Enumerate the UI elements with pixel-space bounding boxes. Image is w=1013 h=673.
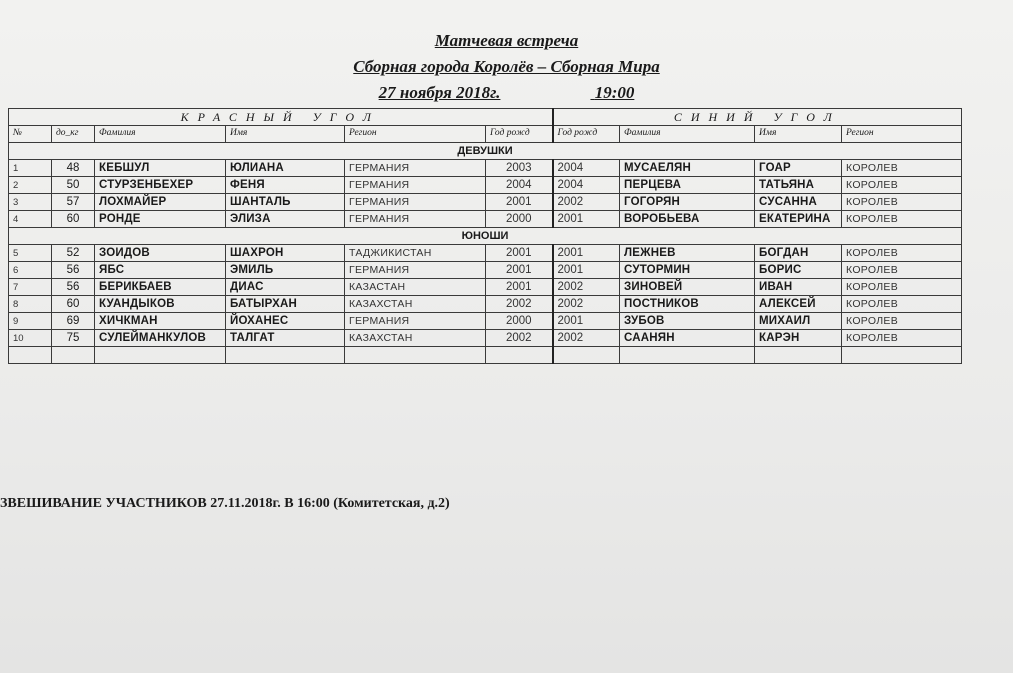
red-surname: БЕРИКБАЕВ [95,279,226,296]
blue-region: КОРОЛЕВ [842,160,962,177]
header-teams: Сборная города Королёв – Сборная Мира [353,57,660,76]
weight-class: 56 [52,279,95,296]
red-region: ГЕРМАНИЯ [345,177,486,194]
table-row [9,160,962,177]
blue-birth-year: 2004 [553,177,620,194]
table-row [9,296,962,313]
red-birth-year: 2001 [486,262,553,279]
empty-cell [345,347,486,364]
red-surname: ЯБС [95,262,226,279]
empty-cell [486,347,553,364]
red-surname: ЗОИДОВ [95,245,226,262]
blue-surname: МУСАЕЛЯН [620,160,755,177]
red-first-name: ТАЛГАТ [226,330,345,347]
red-region: ГЕРМАНИЯ [345,313,486,330]
header-datetime [0,80,1013,106]
red-birth-year: 2000 [486,313,553,330]
blue-region: КОРОЛЕВ [842,194,962,211]
table-row [9,245,962,262]
blue-region: КОРОЛЕВ [842,262,962,279]
col-blue-name: Имя [755,126,842,143]
empty-cell [620,347,755,364]
blue-region: КОРОЛЕВ [842,313,962,330]
red-region: ТАДЖИКИСТАН [345,245,486,262]
empty-cell [842,347,962,364]
blue-birth-year: 2001 [553,211,620,228]
table-row [9,262,962,279]
empty-cell [9,347,52,364]
blue-surname: ЗУБОВ [620,313,755,330]
red-first-name: ШАНТАЛЬ [226,194,345,211]
blue-birth-year: 2001 [553,313,620,330]
blue-region: КОРОЛЕВ [842,330,962,347]
col-blue-surname: Фамилия [620,126,755,143]
blue-birth-year: 2002 [553,279,620,296]
red-first-name: ЭЛИЗА [226,211,345,228]
col-blue-region: Регион [842,126,962,143]
red-surname: РОНДЕ [95,211,226,228]
blue-region: КОРОЛЕВ [842,245,962,262]
blue-first-name: АЛЕКСЕЙ [755,296,842,313]
red-birth-year: 2002 [486,330,553,347]
blue-surname: ПОСТНИКОВ [620,296,755,313]
red-birth-year: 2001 [486,245,553,262]
empty-row [9,347,962,364]
bout-number: 2 [9,177,52,194]
blue-first-name: КАРЭН [755,330,842,347]
blue-corner-label: СИНИЙ УГОЛ [553,109,962,126]
bout-number: 3 [9,194,52,211]
bout-number: 8 [9,296,52,313]
bout-number: 7 [9,279,52,296]
blue-surname: СААНЯН [620,330,755,347]
weight-class: 50 [52,177,95,194]
col-red-region: Регион [345,126,486,143]
blue-surname: ПЕРЦЕВА [620,177,755,194]
red-surname: СТУРЗЕНБЕХЕР [95,177,226,194]
red-surname: ХИЧКМАН [95,313,226,330]
blue-birth-year: 2002 [553,194,620,211]
bout-number: 10 [9,330,52,347]
blue-surname: ВОРОБЬЕВА [620,211,755,228]
red-region: КАЗАСТАН [345,279,486,296]
header-title: Матчевая встреча [434,31,579,50]
corner-header-row [9,109,962,126]
bout-number: 6 [9,262,52,279]
table-row [9,313,962,330]
header-date: 27 ноября 2018г. [378,83,501,102]
red-region: ГЕРМАНИЯ [345,262,486,279]
section-row [9,228,962,245]
weight-class: 52 [52,245,95,262]
red-first-name: ФЕНЯ [226,177,345,194]
table-body [9,109,962,364]
blue-region: КОРОЛЕВ [842,211,962,228]
red-first-name: ШАХРОН [226,245,345,262]
section-title: ДЕВУШКИ [9,143,962,160]
table-row [9,211,962,228]
red-region: КАЗАХСТАН [345,296,486,313]
blue-birth-year: 2001 [553,245,620,262]
blue-surname: ГОГОРЯН [620,194,755,211]
red-surname: КУАНДЫКОВ [95,296,226,313]
col-blue-year: Год рожд [553,126,620,143]
red-first-name: ДИАС [226,279,345,296]
red-region: ГЕРМАНИЯ [345,160,486,177]
table-row [9,330,962,347]
red-first-name: ЭМИЛЬ [226,262,345,279]
red-birth-year: 2004 [486,177,553,194]
empty-cell [755,347,842,364]
red-first-name: БАТЫРХАН [226,296,345,313]
col-red-surname: Фамилия [95,126,226,143]
empty-cell [226,347,345,364]
weight-class: 69 [52,313,95,330]
col-red-name: Имя [226,126,345,143]
bout-number: 9 [9,313,52,330]
table-row [9,194,962,211]
red-birth-year: 2003 [486,160,553,177]
empty-cell [52,347,95,364]
table-row [9,279,962,296]
empty-cell [95,347,226,364]
blue-first-name: ИВАН [755,279,842,296]
blue-first-name: БОРИС [755,262,842,279]
weight-class: 48 [52,160,95,177]
blue-region: КОРОЛЕВ [842,296,962,313]
header-time: 19:00 [594,83,635,102]
red-region: ГЕРМАНИЯ [345,194,486,211]
bout-number: 5 [9,245,52,262]
blue-birth-year: 2004 [553,160,620,177]
blue-surname: ЗИНОВЕЙ [620,279,755,296]
col-num: № [9,126,52,143]
red-surname: СУЛЕЙМАНКУЛОВ [95,330,226,347]
col-red-year: Год рожд [486,126,553,143]
weight-class: 60 [52,296,95,313]
col-weight: до_кг [52,126,95,143]
blue-birth-year: 2002 [553,330,620,347]
blue-first-name: БОГДАН [755,245,842,262]
column-header-row [9,126,962,143]
bouts-table [8,108,962,364]
red-region: ГЕРМАНИЯ [345,211,486,228]
empty-cell [553,347,620,364]
red-surname: КЕБШУЛ [95,160,226,177]
blue-first-name: ГОАР [755,160,842,177]
blue-region: КОРОЛЕВ [842,177,962,194]
blue-first-name: ЕКАТЕРИНА [755,211,842,228]
blue-first-name: МИХАИЛ [755,313,842,330]
red-birth-year: 2001 [486,279,553,296]
red-surname: ЛОХМАЙЕР [95,194,226,211]
red-first-name: ЙОХАНЕС [226,313,345,330]
weight-class: 75 [52,330,95,347]
blue-region: КОРОЛЕВ [842,279,962,296]
blue-first-name: ТАТЬЯНА [755,177,842,194]
document-header [0,28,1013,106]
red-birth-year: 2000 [486,211,553,228]
bout-number: 1 [9,160,52,177]
table-row [9,177,962,194]
blue-birth-year: 2001 [553,262,620,279]
section-title: ЮНОШИ [9,228,962,245]
blue-birth-year: 2002 [553,296,620,313]
red-birth-year: 2002 [486,296,553,313]
weight-class: 56 [52,262,95,279]
blue-first-name: СУСАННА [755,194,842,211]
blue-surname: СУТОРМИН [620,262,755,279]
weigh-in-note: ЗВЕШИВАНИЕ УЧАСТНИКОВ 27.11.2018г. В 16:00 (Комитетская, д.2) [0,496,450,511]
bout-number: 4 [9,211,52,228]
section-row [9,143,962,160]
weight-class: 57 [52,194,95,211]
weight-class: 60 [52,211,95,228]
red-first-name: ЮЛИАНА [226,160,345,177]
red-corner-label: КРАСНЫЙ УГОЛ [9,109,553,126]
blue-surname: ЛЕЖНЕВ [620,245,755,262]
red-region: КАЗАХСТАН [345,330,486,347]
red-birth-year: 2001 [486,194,553,211]
